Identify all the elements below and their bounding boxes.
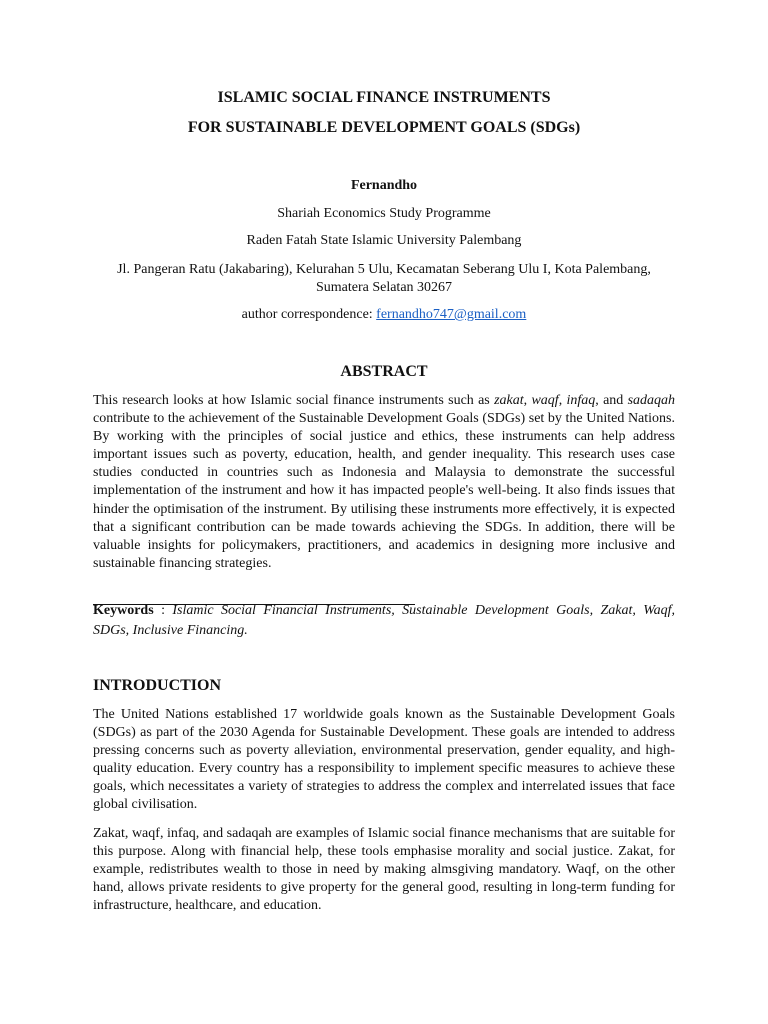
abstract-sep-2: , [558, 393, 563, 408]
keywords-label: Keywords [93, 603, 154, 618]
author-programme: Shariah Economics Study Programme [277, 206, 491, 221]
abstract-intro: This research looks at how Islamic social finance instruments such as [93, 393, 490, 408]
abstract-heading: ABSTRACT [340, 363, 428, 380]
abstract-paragraph [93, 392, 675, 573]
abstract-term-zakat: zakat [494, 393, 524, 408]
author-name: Fernandho [350, 178, 418, 193]
abstract-term-infaq: infaq [566, 393, 596, 408]
author-university: Raden Fatah State Islamic University Palembang [246, 233, 522, 248]
abstract-sep-3: , and [595, 393, 624, 408]
intro-paragraph-2: Zakat, waqf, infaq, and sadaqah are examples of Islamic social finance mechanisms that are suitable for this purpose. Along with financial help, these tools emphasise morality and social justice. Zakat, for example, redistributes wealth to those in need by making almsgiving mandatory. Waqf, on the other hand, allows private residents to give property for the general good, resulting in long-term funding for infrastructure, healthcare, and education. [93, 826, 675, 914]
correspondence-label: author correspondence: [241, 307, 373, 322]
keywords-text: Islamic Social Financial Instruments, Sustainable Development Goals, Zakat, Waqf, SDGs, Inclusive Financing. [93, 603, 675, 638]
author-address: Jl. Pangeran Ratu (Jakabaring), Kelurahan 5 Ulu, Kecamatan Seberang Ulu I, Kota Palembang, Sumatera Selatan 30267 [117, 262, 651, 295]
abstract-sep-1: , [523, 393, 528, 408]
title-line-2: FOR SUSTAINABLE DEVELOPMENT GOALS (SDGs) [187, 119, 581, 136]
abstract-term-sadaqah: sadaqah [627, 393, 676, 408]
intro-paragraph-1: The United Nations established 17 worldwide goals known as the Sustainable Development Goals (SDGs) as part of the 2030 Agenda for Sustainable Development. These goals are intended to address pressing concerns such as poverty alleviation, environmental preservation, gender equality, and high-quality education. Every country has a responsibility to implement specific measures to achieve these goals, which necessitates a variety of strategies to address the complex and interrelated issues that face global civilisation. [93, 707, 675, 813]
keywords-paragraph [93, 601, 675, 640]
author-correspondence [93, 306, 675, 324]
introduction-heading: INTRODUCTION [93, 677, 222, 694]
abstract-body: contribute to the achievement of the Sustainable Development Goals (SDGs) set by the United Nations. By working with the principles of social justice and ethics, these instruments can help address important issues such as poverty, education, health, and gender inequality. This research uses case studies conducted in countries such as Indonesia and Malaysia to demonstrate the successful implementation of the instrument and how it has impacted people's well-being. It also finds issues that hinder the optimisation of the instrument. By utilising these instruments more effectively, it is expected that a significant contribution can be made towards achieving the SDGs. In addition, there will be valuable insights for policymakers, practitioners, and academics in designing more inclusive and sustainable financing strategies. [93, 411, 675, 571]
title-line-1: ISLAMIC SOCIAL FINANCE INSTRUMENTS [217, 89, 551, 106]
email-link[interactable]: fernandho747@gmail.com [376, 307, 527, 322]
keywords-separator: : [161, 603, 165, 618]
abstract-term-waqf: waqf [531, 393, 559, 408]
